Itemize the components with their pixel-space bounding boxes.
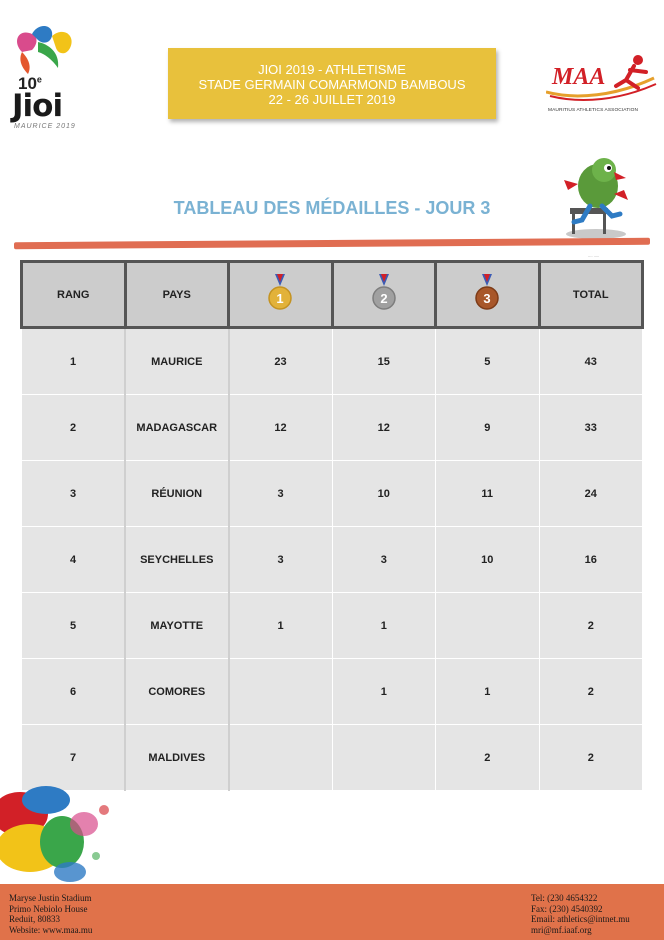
footer-address-line: Primo Nebiolo House [9, 903, 88, 914]
banner-line-venue: STADE GERMAIN COMARMOND BAMBOUS [198, 77, 466, 92]
cell-silver: 3 [332, 527, 436, 593]
banner-line-event: JIOI 2019 - ATHLETISME [258, 62, 406, 77]
mascot-caption: ∙∙∙∙ ∙∙∙∙∙ [588, 254, 600, 259]
cell-total: 24 [539, 461, 643, 527]
cell-gold: 3 [229, 527, 333, 593]
cell-gold: 23 [229, 328, 333, 395]
cell-bronze: 11 [436, 461, 540, 527]
cell-gold [229, 725, 333, 791]
header-gold [229, 262, 333, 328]
paint-splash-decoration [0, 784, 140, 886]
cell-total: 43 [539, 328, 643, 395]
cell-bronze: 10 [436, 527, 540, 593]
maa-wordmark: MAA [552, 64, 606, 90]
cell-gold: 3 [229, 461, 333, 527]
bronze-medal-icon [475, 274, 499, 312]
cell-total: 33 [539, 395, 643, 461]
cell-rank: 2 [22, 395, 126, 461]
footer-contact [531, 893, 630, 935]
title-underline [14, 238, 650, 249]
cell-gold: 1 [229, 593, 333, 659]
svg-text:3: 3 [483, 291, 491, 306]
cell-silver [332, 725, 436, 791]
cell-silver: 1 [332, 593, 436, 659]
cell-silver: 12 [332, 395, 436, 461]
footer-website[interactable]: Website: www.maa.mu [9, 924, 93, 935]
cell-gold [229, 659, 333, 725]
header-total: TOTAL [539, 262, 643, 328]
cell-total: 2 [539, 593, 643, 659]
cell-rank: 4 [22, 527, 126, 593]
jioi-emblem-icon [8, 22, 80, 82]
header-country: PAYS [125, 262, 229, 328]
header-bronze [436, 262, 540, 328]
cell-rank: 3 [22, 461, 126, 527]
footer-email-secondary[interactable]: mri@mf.iaaf.org [531, 924, 592, 935]
cell-country: MAYOTTE [125, 593, 229, 659]
banner-line-dates: 22 - 26 JUILLET 2019 [268, 92, 396, 107]
table-row [22, 593, 643, 659]
table-row [22, 527, 643, 593]
cell-country: RÉUNION [125, 461, 229, 527]
cell-bronze: 9 [436, 395, 540, 461]
gold-medal-icon [268, 274, 292, 312]
cell-bronze: 5 [436, 328, 540, 395]
cell-total: 2 [539, 725, 643, 791]
jioi-edition: 10e [18, 74, 42, 93]
header-banner [168, 48, 496, 119]
cell-rank: 5 [22, 593, 126, 659]
table-header-row [22, 262, 643, 328]
maa-caption: MAURITIUS ATHLETICS ASSOCIATION [548, 108, 639, 113]
footer [0, 884, 664, 940]
cell-bronze [436, 593, 540, 659]
cell-total: 16 [539, 527, 643, 593]
cell-silver: 1 [332, 659, 436, 725]
header-rank: RANG [22, 262, 126, 328]
maa-logo [546, 52, 658, 118]
cell-gold: 12 [229, 395, 333, 461]
table-row [22, 461, 643, 527]
cell-silver: 15 [332, 328, 436, 395]
cell-rank: 7 [22, 725, 126, 791]
table-row [22, 725, 643, 791]
jioi-wordmark: Jioi [12, 88, 63, 124]
jioi-logo [8, 22, 80, 137]
footer-phone: Tel: (230 4654322 [531, 893, 598, 903]
footer-fax: Fax: (230) 4540392 [531, 903, 603, 914]
jioi-subtitle: MAURICE 2019 [14, 123, 76, 130]
footer-address [9, 893, 92, 935]
cell-rank: 1 [22, 328, 126, 395]
table-row [22, 395, 643, 461]
silver-medal-icon [372, 274, 396, 312]
svg-text:2: 2 [380, 291, 388, 306]
cell-country: MADAGASCAR [125, 395, 229, 461]
footer-address-line: Reduit, 80833 [9, 914, 60, 924]
table-row [22, 328, 643, 395]
table-row [22, 659, 643, 725]
cell-bronze: 1 [436, 659, 540, 725]
cell-silver: 10 [332, 461, 436, 527]
cell-bronze: 2 [436, 725, 540, 791]
cell-country: MALDIVES [125, 725, 229, 791]
svg-text:1: 1 [276, 291, 284, 306]
cell-rank: 6 [22, 659, 126, 725]
footer-email[interactable]: Email: athletics@intnet.mu [531, 914, 630, 924]
footer-address-line: Maryse Justin Stadium [9, 893, 92, 903]
cell-country: MAURICE [125, 328, 229, 395]
cell-country: SEYCHELLES [125, 527, 229, 593]
header-silver [332, 262, 436, 328]
medal-table [20, 260, 644, 791]
cell-country: COMORES [125, 659, 229, 725]
cell-total: 2 [539, 659, 643, 725]
page-title: TABLEAU DES MÉDAILLES - JOUR 3 [173, 198, 491, 218]
